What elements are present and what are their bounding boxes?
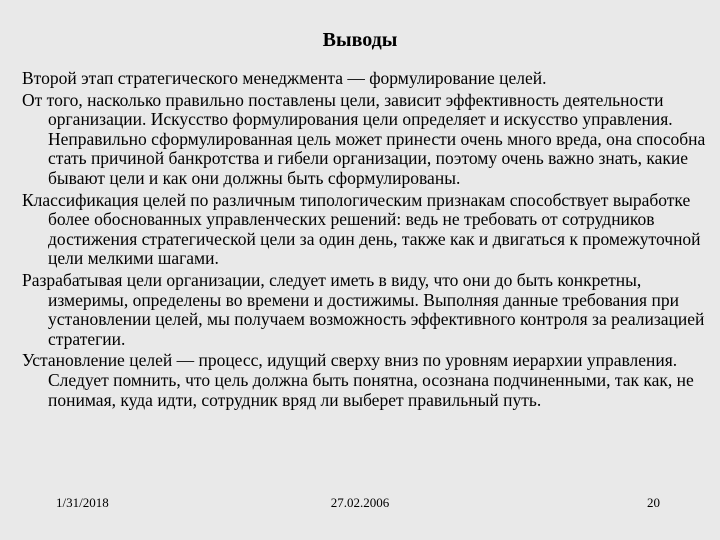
paragraph-effectiveness: От того, насколько правильно поставлены цели, зависит эффективность деятельности организации. Искусство формулирования цели определяет и искусство управления. Неправильно сформулированная цель может принести очень много вреда, она способна стать причиной банкротства и гибели организации, поэтому очень важно знать, какие бывают цели и как они должны быть сформулированы. bbox=[22, 89, 706, 188]
footer-page-number: 20 bbox=[647, 495, 660, 510]
slide-body bbox=[22, 69, 712, 412]
paragraph-requirements: Разрабатывая цели организации, следует иметь в виду, что они до быть конкретны, измеримы, определены во времени и достижимы. Выполняя данные требования при установлении целей, мы получаем возможность эффективного контроля за реализацией стратегии. bbox=[22, 269, 705, 349]
paragraph-classification: Классификация целей по различным типологическим признакам способствует выработке более обоснованных управленческих решений: ведь не требовать от сотрудников достижения стратегической цели за один день, также как и двигаться к промежуточной цели мелкими шагами. bbox=[22, 189, 701, 269]
footer-date-left: 1/31/2018 bbox=[56, 495, 109, 510]
paragraph-hierarchy: Установление целей — процесс, идущий сверху вниз по уровням иерархии управления. Следует помнить, что цель должна быть понятна, осознана подчиненными, так как, не понимая, куда идти, сотрудник вряд ли выберет правильный путь. bbox=[22, 350, 694, 410]
slide-title: Выводы bbox=[322, 29, 398, 51]
footer-date-center: 27.02.2006 bbox=[330, 495, 390, 510]
paragraph-stage: Второй этап стратегического менеджмента — формулирование целей. bbox=[22, 68, 547, 88]
